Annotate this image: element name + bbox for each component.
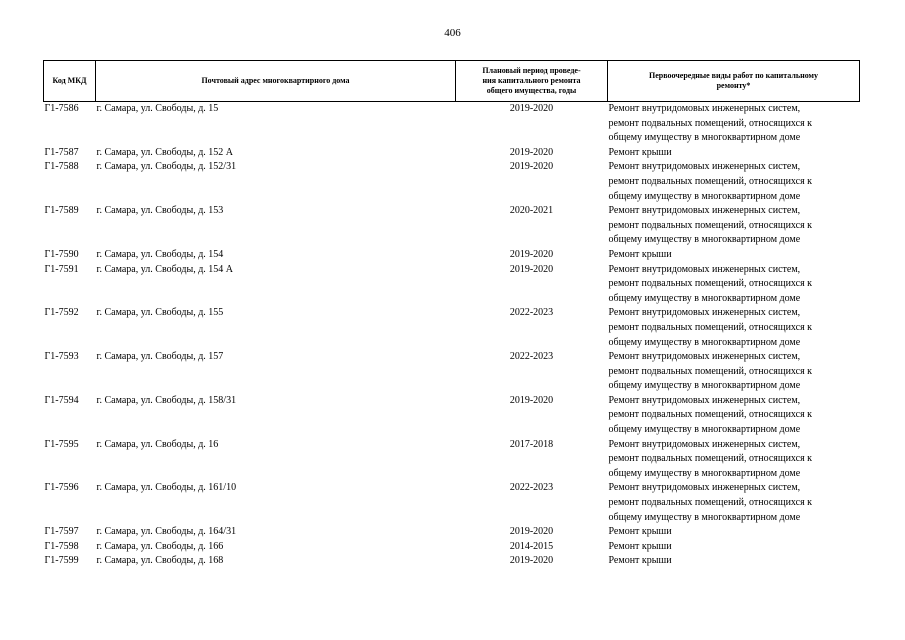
repair-work-line: ремонт подвальных помещений, относящихся к [608, 117, 813, 129]
address-cell: г. Самара, ул. Свободы, д. 153 [96, 205, 224, 217]
address-cell: г. Самара, ул. Свободы, д. 164/31 [96, 526, 237, 538]
mkd-code-cell: Г1-7590 [44, 248, 79, 260]
repair-works-cell [608, 204, 860, 248]
repair-work-line: Ремонт внутридомовых инженерных систем, [608, 307, 801, 319]
table-row [44, 160, 860, 204]
repair-work-line: общему имуществу в многоквартирном доме [608, 234, 801, 246]
address-cell: г. Самара, ул. Свободы, д. 166 [96, 540, 224, 552]
table-row [44, 394, 860, 438]
mkd-code-cell: Г1-7588 [44, 161, 79, 173]
address-cell: г. Самара, ул. Свободы, д. 161/10 [96, 482, 237, 494]
repair-work-line: общему имуществу в многоквартирном доме [608, 190, 801, 202]
header-code: Код МКД [44, 61, 96, 102]
address-cell: г. Самара, ул. Свободы, д. 152 А [96, 146, 234, 158]
repair-work-line: общему имуществу в многоквартирном доме [608, 132, 801, 144]
table-row [44, 481, 860, 525]
repair-work-line: общему имуществу в многоквартирном доме [608, 380, 801, 392]
table-row [44, 525, 860, 540]
header-period [456, 61, 608, 102]
repair-works-cell [608, 160, 860, 204]
repair-period-cell: 2022-2023 [509, 482, 554, 494]
repair-work-line: ремонт подвальных помещений, относящихся к [608, 497, 813, 509]
table-row [44, 146, 860, 161]
table-row [44, 540, 860, 555]
address-cell: г. Самара, ул. Свободы, д. 16 [96, 438, 219, 450]
table-row [44, 204, 860, 248]
repair-work-line: Ремонт внутридомовых инженерных систем, [608, 263, 801, 275]
repair-works-cell [608, 350, 860, 394]
header-works-line: Первоочередные виды работ по капитальному [648, 71, 818, 80]
repair-period-cell: 2022-2023 [509, 307, 554, 319]
mkd-code-cell: Г1-7596 [44, 482, 79, 494]
repair-work-line: Ремонт внутридомовых инженерных систем, [608, 482, 801, 494]
mkd-code-cell: Г1-7598 [44, 540, 79, 552]
repair-works-cell [608, 438, 860, 482]
repair-period-cell: 2017-2018 [509, 438, 554, 450]
repair-work-line: общему имуществу в многоквартирном доме [608, 336, 801, 348]
header-period-line: общего имущества, годы [486, 86, 577, 95]
table-row [44, 263, 860, 307]
mkd-code-cell: Г1-7589 [44, 205, 79, 217]
repair-works-cell [608, 394, 860, 438]
repair-work-line: Ремонт крыши [608, 526, 672, 538]
header-works-line: ремонту* [716, 81, 751, 90]
repair-period-cell: 2019-2020 [509, 248, 554, 260]
table-row [44, 438, 860, 482]
repair-work-line: общему имуществу в многоквартирном доме [608, 467, 801, 479]
repair-period-cell: 2020-2021 [509, 205, 554, 217]
repair-works-cell [608, 525, 860, 540]
repair-works-cell [608, 481, 860, 525]
table-row [44, 350, 860, 394]
repair-work-line: ремонт подвальных помещений, относящихся к [608, 365, 813, 377]
repair-work-line: общему имуществу в многоквартирном доме [608, 424, 801, 436]
repair-work-line: Ремонт внутридомовых инженерных систем, [608, 205, 801, 217]
repair-work-line: Ремонт крыши [608, 555, 672, 567]
address-cell: г. Самара, ул. Свободы, д. 152/31 [96, 161, 237, 173]
table-header [44, 61, 860, 102]
repair-work-line: ремонт подвальных помещений, относящихся к [608, 175, 813, 187]
repair-period-cell: 2019-2020 [509, 103, 554, 114]
repair-works-cell [608, 146, 860, 161]
repair-work-line: Ремонт внутридомовых инженерных систем, [608, 394, 801, 406]
address-cell: г. Самара, ул. Свободы, д. 168 [96, 555, 224, 567]
repair-period-cell: 2022-2023 [509, 351, 554, 363]
mkd-code-cell: Г1-7597 [44, 526, 79, 538]
repair-work-line: общему имуществу в многоквартирном доме [608, 292, 801, 304]
mkd-code-cell: Г1-7587 [44, 146, 79, 158]
repair-work-line: ремонт подвальных помещений, относящихся к [608, 453, 813, 465]
page-number: 406 [444, 27, 461, 39]
mkd-code-cell: Г1-7599 [44, 555, 79, 567]
repair-period-cell: 2019-2020 [509, 263, 554, 275]
repair-works-cell [608, 263, 860, 307]
repair-works-cell [608, 540, 860, 555]
repair-period-cell: 2019-2020 [509, 161, 554, 173]
table-body [44, 102, 860, 570]
repair-work-line: Ремонт крыши [608, 146, 672, 158]
repair-period-cell: 2019-2020 [509, 146, 554, 158]
repair-work-line: Ремонт внутридомовых инженерных систем, [608, 161, 801, 173]
repair-period-cell: 2019-2020 [509, 394, 554, 406]
table-row [44, 102, 860, 146]
header-period-line: Плановый период проведе- [482, 66, 581, 75]
repair-work-line: общему имуществу в многоквартирном доме [608, 511, 801, 523]
housing-repair-table [43, 60, 860, 569]
address-cell: г. Самара, ул. Свободы, д. 15 [96, 103, 219, 114]
repair-works-cell [608, 102, 860, 146]
table-row [44, 306, 860, 350]
repair-work-line: ремонт подвальных помещений, относящихся к [608, 409, 813, 421]
repair-period-cell: 2014-2015 [509, 540, 554, 552]
mkd-code-cell: Г1-7592 [44, 307, 79, 319]
repair-work-line: Ремонт внутридомовых инженерных систем, [608, 351, 801, 363]
header-address: Почтовый адрес многоквартирного дома [96, 61, 456, 102]
repair-works-cell [608, 554, 860, 569]
repair-works-cell [608, 248, 860, 263]
repair-work-line: Ремонт крыши [608, 540, 672, 552]
repair-work-line: ремонт подвальных помещений, относящихся к [608, 321, 813, 333]
mkd-code-cell: Г1-7595 [44, 438, 79, 450]
repair-works-cell [608, 306, 860, 350]
repair-period-cell: 2019-2020 [509, 526, 554, 538]
address-cell: г. Самара, ул. Свободы, д. 154 А [96, 263, 234, 275]
header-period-line: ния капитального ремонта [482, 76, 581, 85]
mkd-code-cell: Г1-7591 [44, 263, 79, 275]
repair-period-cell: 2019-2020 [509, 555, 554, 567]
table-row [44, 248, 860, 263]
repair-work-line: ремонт подвальных помещений, относящихся к [608, 219, 813, 231]
address-cell: г. Самара, ул. Свободы, д. 155 [96, 307, 224, 319]
repair-work-line: Ремонт крыши [608, 248, 672, 260]
table-row [44, 554, 860, 569]
address-cell: г. Самара, ул. Свободы, д. 157 [96, 351, 224, 363]
repair-work-line: ремонт подвальных помещений, относящихся к [608, 278, 813, 290]
mkd-code-cell: Г1-7594 [44, 394, 79, 406]
header-works [608, 61, 860, 102]
mkd-code-cell: Г1-7586 [44, 103, 79, 114]
repair-work-line: Ремонт внутридомовых инженерных систем, [608, 103, 801, 114]
mkd-code-cell: Г1-7593 [44, 351, 79, 363]
repair-work-line: Ремонт внутридомовых инженерных систем, [608, 438, 801, 450]
address-cell: г. Самара, ул. Свободы, д. 154 [96, 248, 224, 260]
address-cell: г. Самара, ул. Свободы, д. 158/31 [96, 394, 237, 406]
